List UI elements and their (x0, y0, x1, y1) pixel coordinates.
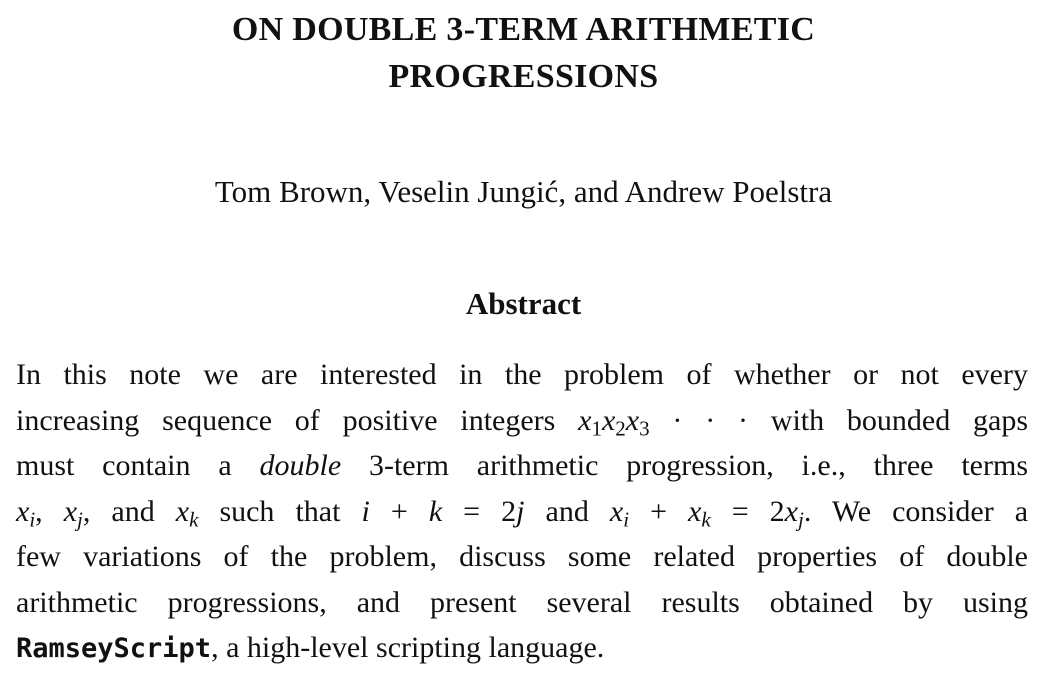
index-equation: i + k = 2j (361, 494, 525, 528)
abstract-line-2 (16, 398, 1028, 444)
abstract-body (16, 352, 1028, 671)
sequence-expression: $x_1x_2x_3$ · · · (578, 403, 748, 440)
ramseyscript-code: RamseyScript (16, 633, 212, 664)
author-list: Tom Brown, Veselin Jungić, and Andrew Poelstra (214, 174, 833, 209)
abstract-heading: Abstract (465, 286, 582, 321)
term-xj: $x_j$ (63, 494, 83, 531)
value-equation: $x_i + x_k = 2x_j$ (609, 494, 804, 531)
term-xi: $x_i$ (16, 494, 36, 531)
abstract-line-7: RamseyScript, a high-level scripting language. (16, 631, 605, 664)
abstract-line-6: arithmetic progressions, and present several results obtained by using (16, 585, 1028, 619)
abstract-line-1: In this note we are interested in the problem of whether or not every (16, 358, 1028, 391)
title-line-2: PROGRESSIONS (388, 58, 659, 95)
title-line-1: ON DOUBLE 3-TERM ARITHMETIC (231, 11, 816, 48)
paper-title (0, 6, 1047, 100)
abstract-line-5: few variations of the problem, discuss some related properties of double (16, 540, 1028, 573)
abstract-line-4: $x_i$, $x_j$, and $x_k$ such that i + k = 2j and $x_i + x_k = 2x_j$. We consider a (16, 494, 1029, 531)
abstract-line-3: must contain a double 3-term arithmetic progression, i.e., three terms (16, 449, 1028, 482)
emphasis-double: double (259, 449, 342, 482)
term-xk: $x_k$ (175, 494, 199, 531)
abstract-line-2-tail: with bounded gaps (770, 403, 1029, 437)
abstract-line-2-text: increasing sequence of positive integers (16, 403, 556, 437)
